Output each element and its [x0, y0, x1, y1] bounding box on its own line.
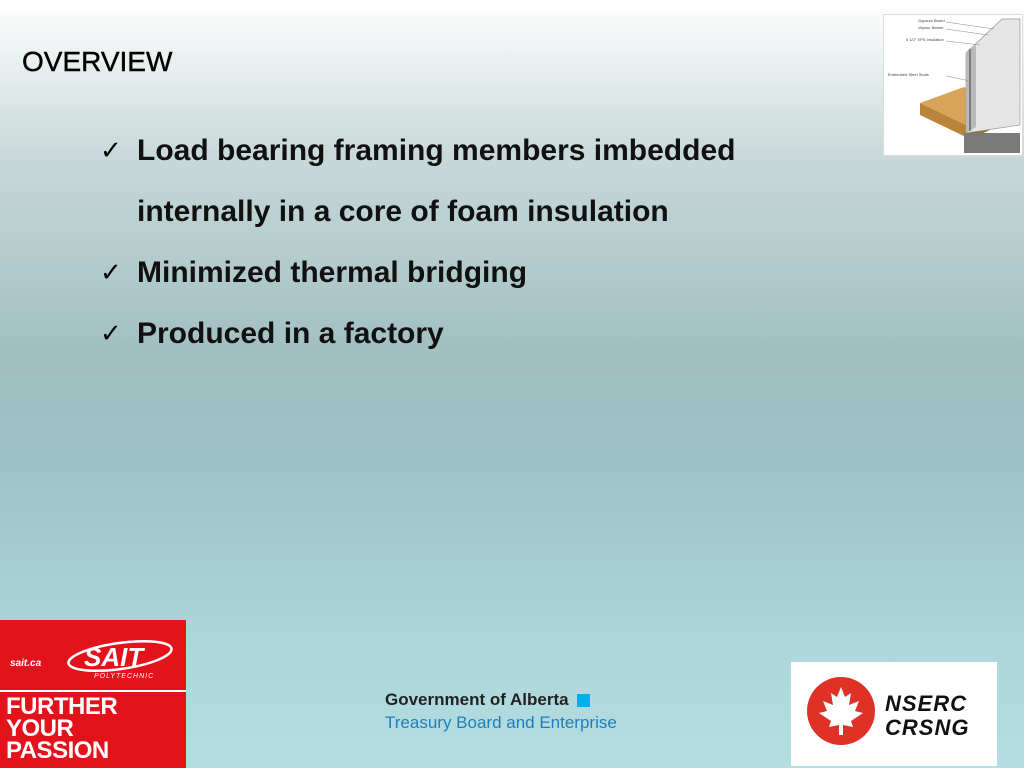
sait-logo-block [0, 620, 186, 768]
alberta-logo [385, 690, 617, 733]
bullet-text: Minimized thermal bridging [137, 256, 528, 289]
bullet-item [100, 303, 860, 364]
wall-edge [966, 45, 976, 133]
sait-tagline-line: FURTHER [6, 693, 118, 720]
checkmark-icon: ✓ [100, 318, 122, 348]
nserc-logo [791, 662, 997, 766]
checkmark-icon: ✓ [100, 135, 122, 165]
nserc-words [885, 692, 969, 740]
sait-tagline-line: YOUR [6, 715, 74, 742]
sait-divider [0, 690, 186, 692]
wall-section-illustration [884, 15, 1022, 155]
alberta-ministry: Treasury Board and Enterprise [385, 713, 617, 732]
diagram-label: 5 1/2" XPS Insulation [906, 37, 944, 42]
sait-tagline [6, 693, 118, 764]
slide-title: OVERVIEW [22, 46, 173, 77]
diagram-label: Vapour Barrier [918, 25, 944, 30]
diagram-label: Gypsum Board [918, 18, 945, 23]
bullet-text: Produced in a factory [137, 317, 444, 350]
leader-line [946, 22, 994, 29]
nserc-line: CRSNG [885, 715, 970, 740]
sait-subtitle: POLYTECHNIC [94, 673, 155, 680]
bullet-item [100, 120, 860, 242]
diagram-label: Embedded Steel Studs [888, 72, 929, 77]
leader-line [946, 41, 980, 45]
bullet-text: Load bearing framing members imbedded internally in a core of foam insulation [137, 134, 736, 228]
bullet-list [100, 120, 860, 364]
sait-tagline-line: PASSION [6, 737, 109, 764]
sait-url: sait.ca [10, 658, 42, 669]
sait-wordmark: SAIT [84, 642, 144, 672]
nserc-line: NSERC [885, 691, 968, 716]
sait-logo [64, 634, 180, 682]
alberta-name: Government of Alberta [385, 690, 569, 709]
checkmark-icon: ✓ [100, 257, 122, 287]
alberta-square-icon [577, 694, 590, 707]
maple-leaf-icon [805, 675, 877, 747]
alberta-logo-line1 [385, 690, 617, 710]
leader-line [946, 29, 988, 35]
foundation-block [964, 133, 1020, 153]
wall-section-diagram [883, 14, 1023, 156]
bullet-item [100, 242, 860, 303]
